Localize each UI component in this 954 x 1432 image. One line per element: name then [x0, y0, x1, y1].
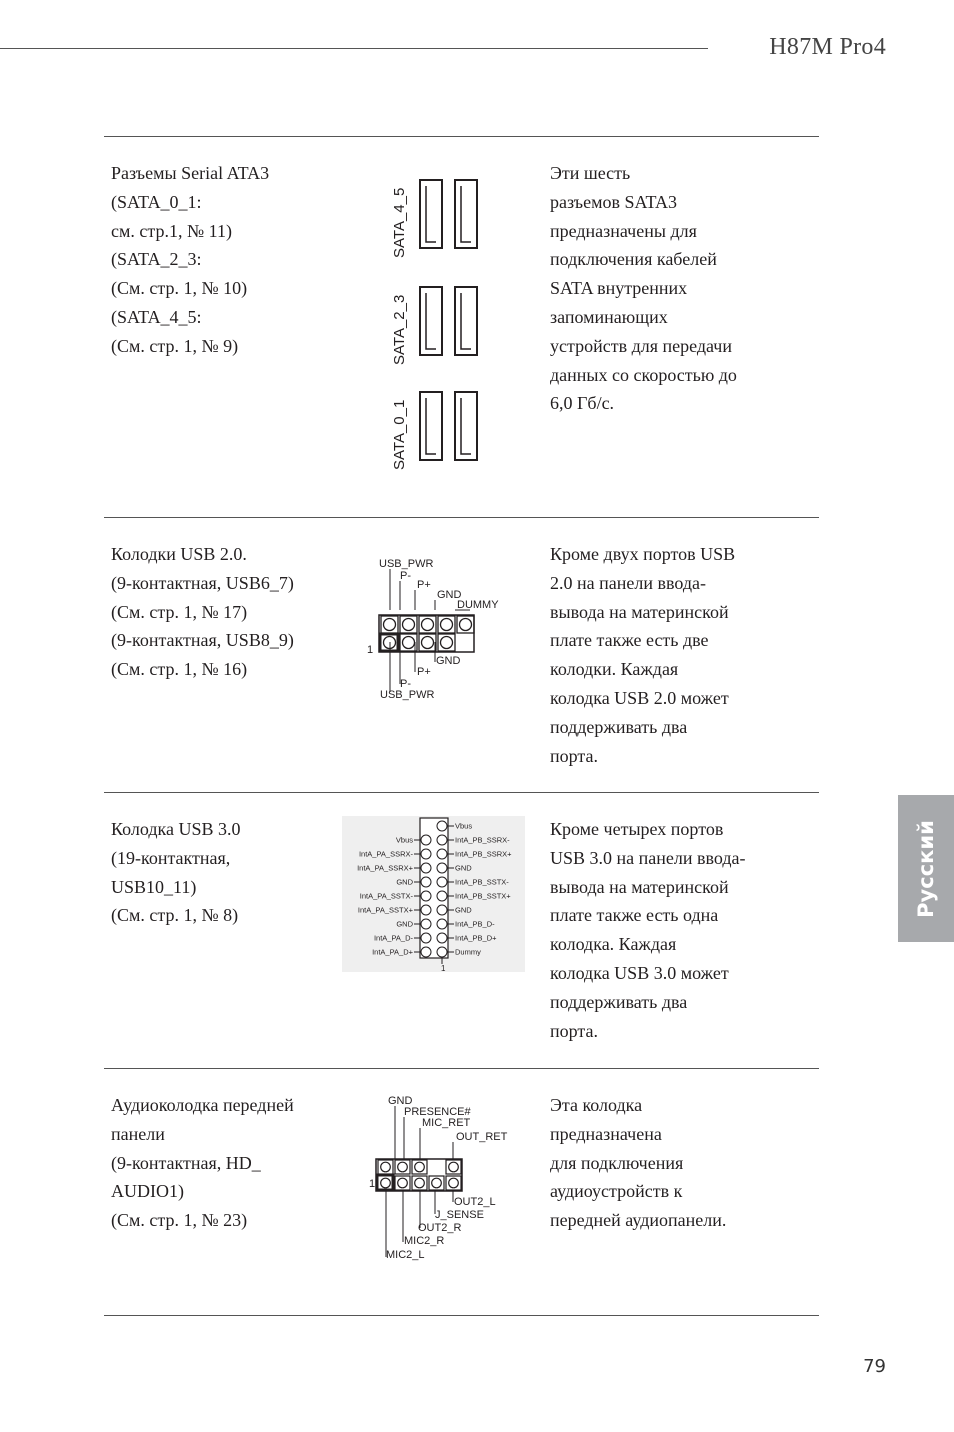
sata-label: SATA_0_1 — [391, 399, 408, 470]
pin1-label: 1 — [441, 964, 446, 972]
page-number: 79 — [863, 1356, 886, 1377]
usb3-pin-label: Dummy — [455, 947, 481, 957]
language-tab-label: Русский — [914, 819, 938, 918]
usb3-pin-label: IntA_PA_SSTX- — [359, 891, 413, 901]
pin1-label: 1 — [367, 644, 374, 656]
usb2-header-explanation: Кроме двух портов USB 2.0 на панели ввода- вывода на материнской плате также есть две колодки. Каждая колодка USB 2.0 может поддерживать два порта. — [550, 544, 736, 766]
page-header-title: H87M Pro4 — [769, 34, 886, 60]
divider — [104, 1315, 819, 1316]
usb3-pin-label: IntA_PB_SSRX- — [455, 835, 510, 845]
usb3-pin-label: IntA_PA_SSTX+ — [357, 905, 413, 915]
usb3-pin-label: IntA_PB_SSTX+ — [455, 891, 511, 901]
sata-label: SATA_2_3 — [391, 294, 408, 365]
sata-port-pair — [420, 180, 477, 248]
usb3-header-explanation: Кроме четырех портов USB 3.0 на панели ввода- вывода на материнской плате также есть одна колодка. Каждая колодка USB 3.0 может поддерживать два порта. — [550, 819, 746, 1041]
usb2-header-description: Колодки USB 2.0. (9-контактная, USB6_7) (См. стр. 1, № 17) (9-контактная, USB8_9) (См. стр. 1, № 16) — [111, 544, 294, 680]
usb3-pin-label: IntA_PB_D- — [455, 919, 495, 929]
out-ret-label: OUT_RET — [456, 1131, 508, 1143]
usb3-header-diagram — [342, 816, 525, 972]
usb3-pin-label: GND — [455, 863, 472, 873]
audio-header-diagram — [365, 1092, 515, 1264]
usb3-pin-label: GND — [396, 919, 413, 929]
sata-port-pair — [420, 287, 477, 355]
mic2-l-label: MIC2_L — [386, 1249, 425, 1261]
mic-ret-label: MIC_RET — [422, 1117, 471, 1129]
audio-header-description: Аудиоколодка передней панели (9-контактная, HD_ AUDIO1) (См. стр. 1, № 23) — [111, 1095, 294, 1231]
gnd-label: GND — [388, 1095, 413, 1107]
gnd-label: GND — [437, 589, 462, 601]
divider — [104, 1068, 819, 1069]
usb3-pin-label: IntA_PA_D- — [373, 933, 413, 943]
usb3-pin-label: IntA_PB_D+ — [455, 933, 497, 943]
out2-r-label: OUT2_R — [418, 1222, 462, 1234]
sata-connectors-diagram — [380, 170, 490, 475]
usb3-pin-label: Vbus — [395, 835, 413, 845]
usb3-pin-label: IntA_PA_SSRX- — [358, 849, 413, 859]
out2-l-label: OUT2_L — [454, 1196, 496, 1208]
pin1-label: 1 — [369, 1178, 376, 1190]
usb2-pin-block — [379, 615, 474, 652]
sata-connector-description: Разъемы Serial ATA3 (SATA_0_1: см. стр.1, № 11) (SATA_2_3: (См. стр. 1, № 10) (SATA_4_5: (См. стр. 1, № 9) — [111, 163, 270, 356]
presence-label: PRESENCE# — [404, 1106, 471, 1118]
p-plus-label: P+ — [417, 579, 431, 591]
audio-pin-block — [376, 1159, 462, 1191]
j-sense-label: J_SENSE — [435, 1209, 484, 1221]
dummy-label: DUMMY — [457, 599, 499, 611]
gnd-label: GND — [436, 655, 461, 667]
usb3-pin-label: Vbus — [455, 821, 473, 831]
usb3-pin-label: IntA_PA_SSRX+ — [357, 863, 413, 873]
p-minus-label: P- — [400, 678, 411, 690]
language-side-tab — [898, 795, 954, 942]
usb3-header-description: Колодка USB 3.0 (19-контактная, USB10_11) (См. стр. 1, № 8) — [111, 819, 241, 926]
usb3-pin-label: GND — [396, 877, 413, 887]
usb3-pin-label: IntA_PA_D+ — [372, 947, 413, 957]
usb-pwr-label: USB_PWR — [379, 558, 434, 570]
usb-pwr-label: USB_PWR — [380, 689, 435, 701]
divider — [104, 792, 819, 793]
usb2-header-diagram — [360, 552, 510, 704]
header-rule — [0, 48, 708, 49]
mic2-r-label: MIC2_R — [404, 1235, 445, 1247]
p-plus-label: P+ — [417, 666, 431, 678]
audio-header-explanation: Эта колодка предназначена для подключения аудиоустройств к передней аудиопанели. — [550, 1095, 727, 1231]
divider — [104, 517, 819, 518]
divider — [104, 136, 819, 137]
p-minus-label: P- — [400, 570, 411, 582]
sata-connector-explanation: Эти шесть разъемов SATA3 предназначены для подключения кабелей SATA внутренних запоминающих устройств для передачи данных со скоростью до 6,0 Гб/с. — [550, 163, 737, 414]
usb3-pin-label: IntA_PB_SSTX- — [455, 877, 509, 887]
sata-label: SATA_4_5 — [391, 187, 408, 258]
usb3-pin-label: IntA_PB_SSRX+ — [455, 849, 512, 859]
usb3-pin-label: GND — [455, 905, 472, 915]
sata-port-pair — [420, 392, 477, 460]
